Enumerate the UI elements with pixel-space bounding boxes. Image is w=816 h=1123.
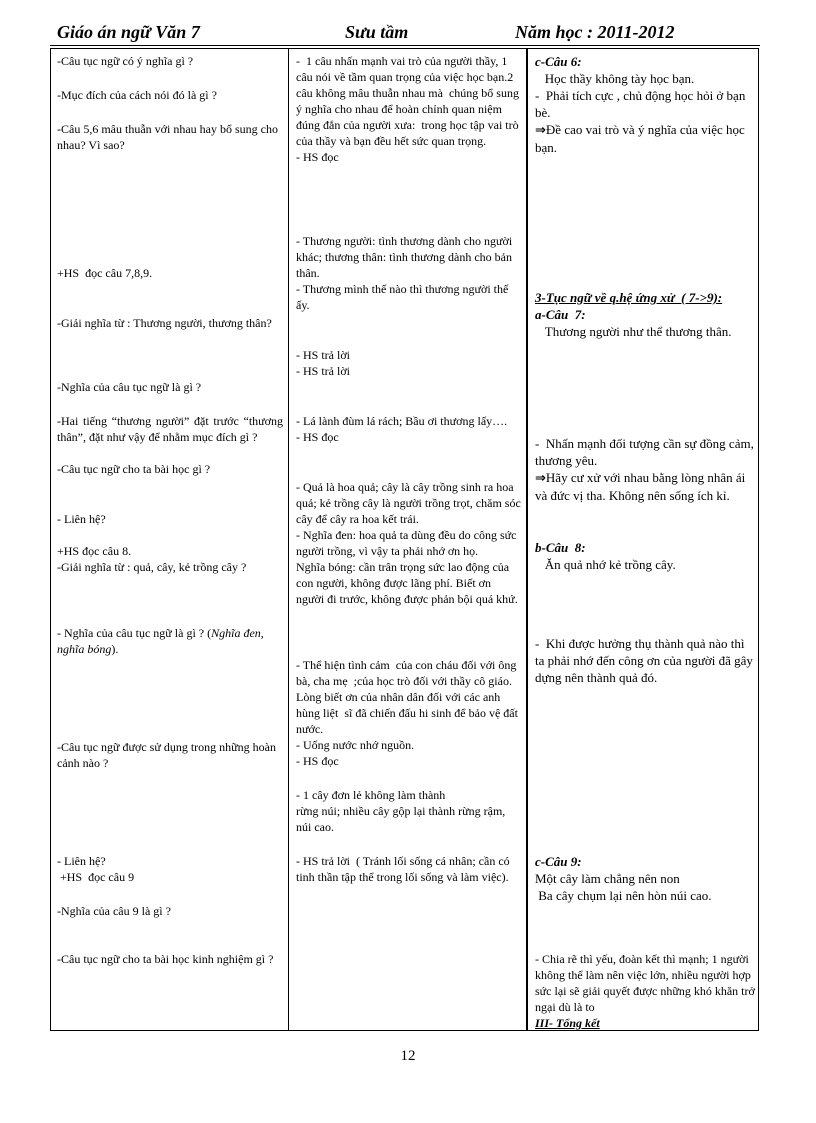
answer-4: - Lá lành đùm lá rách; Bầu ơi thương lấy…. - HS đọc <box>296 414 508 444</box>
answer-8: - HS trả lời ( Tránh lối sống cá nhân; cần có tinh thần tập thể trong lối sống và làm việc). <box>296 854 513 884</box>
teacher-questions-column <box>51 49 289 1030</box>
page-number: 12 <box>400 1048 416 1064</box>
question-12: - Nghĩa của câu tục ngữ là gì ? (Nghĩa đen, nghĩa bóng). <box>57 626 267 656</box>
proverb-6-block: c-Câu 6: Học thầy không tày học bạn. - Phải tích cực , chủ động học hỏi ở bạn bè. ⇒Đề cao vai trò và ý nghĩa của việc học bạn. <box>535 53 755 156</box>
student-answers-column <box>289 49 528 1030</box>
proverb-8-explanation: - Khi được hưởng thụ thành quả nào thì ta phải nhớ đến công ơn của người đã gây dựng nên thành quả đó. <box>535 636 757 685</box>
question-14: - Liên hệ? <box>57 854 106 868</box>
lesson-table <box>50 48 759 1031</box>
proverb-7-explanation: - Nhấn mạnh đối tượng cần sự đồng cảm, thương yêu. ⇒Hãy cư xử với nhau bằng lòng nhân ái và đức vị tha. Không nên sống ích kỉ. <box>535 436 758 503</box>
answer-3: - HS trả lời - HS trả lời <box>296 348 351 378</box>
section-heading: c-Câu 9: <box>535 854 582 869</box>
answer-1: - 1 câu nhấn mạnh vai trò của người thầy, 1 câu nói về tầm quan trọng của việc học bạn.2 câu không mâu thuẫn nhau mà chúng bổ sung ý nghĩa cho nhau để hoàn chỉnh quan niệm đúng đắn của người xưa: trong học tập vai trò của thầy và bạn đều hết sức quan trọng. - HS đọc <box>296 54 519 164</box>
question-15: +HS đọc câu 9 <box>57 870 135 884</box>
page-header <box>57 22 757 44</box>
proverb-text: Học thầy không tày học bạn. <box>535 71 695 86</box>
proverb-9-block <box>535 853 755 904</box>
question-4: +HS đọc câu 7,8,9. <box>57 266 153 280</box>
question-17: -Câu tục ngữ cho ta bài học kinh nghiệm gì ? <box>57 952 274 966</box>
bullet-dash: - <box>535 88 540 103</box>
question-7: -Hai tiếng “thương người” đặt trước “thương thân”, đặt như vậy để nhằm mục đích gì ? <box>57 414 286 444</box>
proverb-text: Thương người như thể thương thân. <box>535 324 732 339</box>
bullet-dash: - <box>535 436 540 451</box>
question-16: -Nghĩa của câu 9 là gì ? <box>57 904 171 918</box>
proverb-8-block <box>535 539 755 573</box>
question-3: -Câu 5,6 mâu thuẫn với nhau hay bổ sung cho nhau? Vì sao? <box>57 122 281 152</box>
question-1: -Câu tục ngữ có ý nghĩa gì ? <box>57 54 194 68</box>
answer-5: - Quả là hoa quả; cây là cây trồng sinh ra hoa quả; kẻ trồng cây là người trồng trọt, chăm sóc cây để cây ra hoa kết trái. - Nghĩa đen: hoa quả ta dùng đều do công sức người trồng, vì vậy ta phải nhớ ơn họ. Nghĩa bóng: cần trân trọng sức lao động của con người, không được lãng phí. Biết ơn người đi trước, không được phản bội quá khứ. <box>296 480 521 606</box>
summary-heading: III- Tổng kết <box>535 1016 600 1030</box>
question-8: -Câu tục ngữ cho ta bài học gì ? <box>57 462 211 476</box>
lesson-content-column <box>530 49 758 1030</box>
question-2: -Mục đích của cách nói đó là gì ? <box>57 88 217 102</box>
question-13: -Câu tục ngữ được sử dụng trong những hoàn cảnh nào ? <box>57 740 279 770</box>
right-arrow-icon: ⇒ <box>535 123 546 138</box>
answer-7: - 1 cây đơn lẻ không làm thành rừng núi; nhiều cây gộp lại thành rừng rậm, núi cao. <box>296 788 506 834</box>
answer-2: - Thương người: tình thương dành cho người khác; thương thân: tình thương dành cho bản thân. - Thương mình thế nào thì thương người thế ấy. <box>296 234 513 312</box>
header-subject: Giáo án ngữ Văn 7 <box>57 22 200 42</box>
header-source: Sưu tầm <box>345 22 409 42</box>
section-heading: c-Câu 6: <box>535 54 582 69</box>
section-heading: 3-Tục ngữ về q.hệ ứng xử ( 7->9): <box>535 290 723 305</box>
bullet-dash: - <box>535 636 540 651</box>
proverb-text: Một cây làm chẳng nên non Ba cây chụm lại nên hòn núi cao. <box>535 871 712 903</box>
question-5: -Giải nghĩa từ : Thương người, thương thân? <box>57 316 272 330</box>
question-9: - Liên hệ? <box>57 512 106 526</box>
question-10: +HS đọc câu 8. <box>57 544 132 558</box>
section-heading: b-Câu 8: <box>535 540 586 555</box>
right-arrow-icon: ⇒ <box>535 471 546 486</box>
proverb-7-block <box>535 289 755 340</box>
section-heading: a-Câu 7: <box>535 307 586 322</box>
answer-6: - Thể hiện tình cảm của con cháu đối với ông bà, cha mẹ ;của học trò đối với thầy cô giáo. Lòng biết ơn của nhân dân đối với các anh hùng liệt sĩ đã chiến đấu hi sinh để bảo vệ đất nước. - Uống nước nhớ nguồn. - HS đọc <box>296 658 518 768</box>
header-school-year: Năm học : 2011-2012 <box>515 22 675 42</box>
question-11: -Giải nghĩa từ : quả, cây, kẻ trồng cây ? <box>57 560 247 574</box>
header-divider <box>50 45 760 46</box>
question-6: -Nghĩa của câu tục ngữ là gì ? <box>57 380 202 394</box>
proverb-9-explanation: - Chia rẽ thì yếu, đoàn kết thì mạnh; 1 người không thể làm nên việc lớn, nhiều người hợp sức lại sẽ giải quyết được những khó khăn trở ngại dù là to III- Tổng kết <box>535 952 758 1030</box>
proverb-text: Ăn quả nhớ kẻ trồng cây. <box>535 557 676 572</box>
